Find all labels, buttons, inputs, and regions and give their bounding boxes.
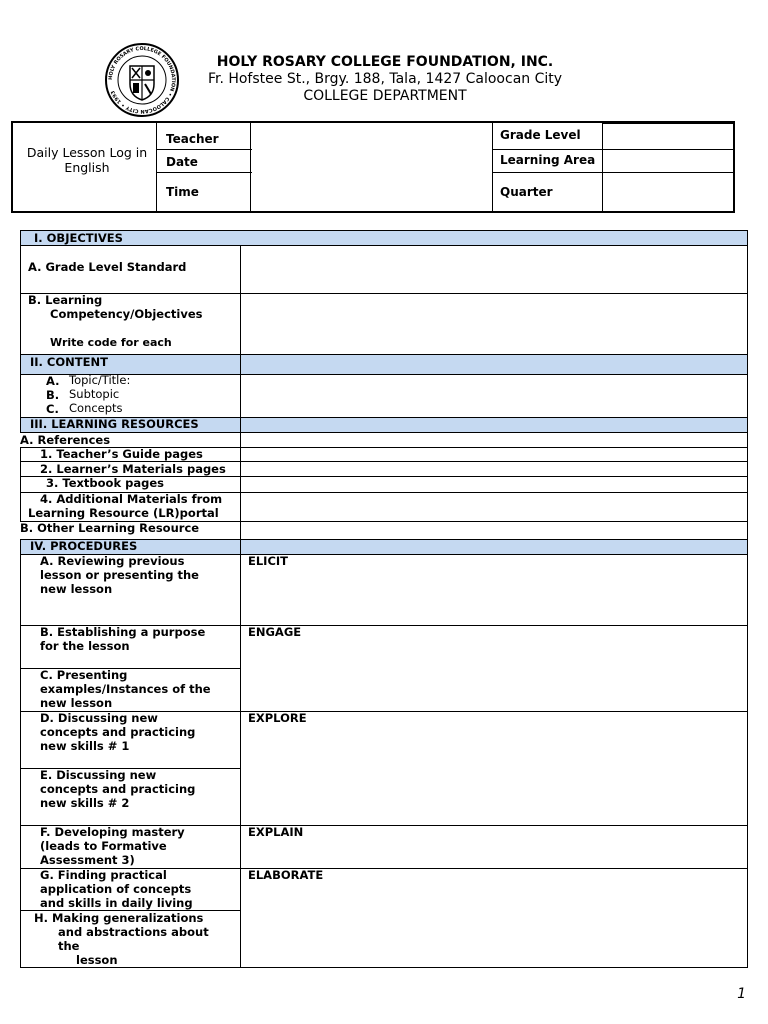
procedure-e-line3: new skills # 2 [40,796,130,810]
tg-pages-field[interactable] [240,447,748,462]
engage-field[interactable] [240,625,748,712]
elaborate-label: ELABORATE [248,868,324,882]
topic-label: Topic/Title: [69,373,131,387]
procedure-h-line4: lesson [76,953,118,967]
engage-label: ENGAGE [248,625,302,639]
competency-field[interactable] [240,293,748,355]
page-number: 1 [737,986,746,1002]
subtopic-label: Subtopic [69,387,120,401]
teacher-label: Teacher [166,132,219,146]
concepts-label: Concepts [69,401,123,415]
date-field[interactable] [252,150,492,172]
explore-label: EXPLORE [248,711,307,725]
explain-field[interactable] [240,825,748,869]
teacher-field[interactable] [252,123,492,149]
teachers-guide-label: 1. Teacher’s Guide pages [40,447,203,461]
explore-field[interactable] [240,711,748,826]
topic-letter: A. [46,374,60,388]
procedure-f-line3: Assessment 3) [40,853,135,867]
procedure-e-line1: E. Discussing new [40,768,157,782]
grade-level-label: Grade Level [500,128,581,142]
procedure-b-line2: for the lesson [40,639,130,653]
learning-area-label: Learning Area [500,153,596,167]
procedure-d-line1: D. Discussing new [40,711,158,725]
grade-level-standard-label: A. Grade Level Standard [28,260,187,274]
daily-lesson-log-title: Daily Lesson Log in English [26,145,148,175]
procedure-g-line1: G. Finding practical [40,868,167,882]
procedure-f-line1: F. Developing mastery [40,825,185,839]
elicit-label: ELICIT [248,554,289,568]
learning-area-field[interactable] [603,150,733,172]
procedure-g-line2: application of concepts [40,882,192,896]
objectives-section-header [20,230,748,246]
procedure-h-line2: and abstractions about [58,925,209,939]
time-label: Time [166,185,199,199]
procedure-f-line2: (leads to Formative [40,839,167,853]
subtopic-letter: B. [46,388,60,402]
resources-heading: III. LEARNING RESOURCES [30,417,199,431]
content-field[interactable] [240,374,748,418]
procedure-d-line3: new skills # 1 [40,739,130,753]
time-field[interactable] [252,173,492,211]
additional-materials-label-line2: Learning Resource (LR)portal [28,506,219,520]
institution-address: Fr. Hofstee St., Brgy. 188, Tala, 1427 Caloocan City [207,71,563,87]
competency-label-line2: Competency/Objectives [50,307,203,321]
additional-materials-label-line1: 4. Additional Materials from [40,492,223,506]
procedure-d-line2: concepts and practicing [40,725,196,739]
college-seal-logo [104,42,180,118]
objectives-heading: I. OBJECTIVES [34,231,123,245]
institution-name: HOLY ROSARY COLLEGE FOUNDATION, INC. [216,54,554,70]
resources-section-header-fill [240,417,748,433]
textbook-pages-field[interactable] [240,476,748,493]
procedures-section-header-fill [240,539,748,555]
svg-text:HOLY ROSARY COLLEGE FOUNDATION: HOLY ROSARY COLLEGE FOUNDATION • CALOOCAN CITY • 1993 [107,45,177,115]
learners-materials-label: 2. Learner’s Materials pages [40,462,226,476]
procedure-e-line2: concepts and practicing [40,782,196,796]
grade-level-field[interactable] [603,123,733,149]
procedure-a-line3: new lesson [40,582,113,596]
content-heading: II. CONTENT [30,355,108,369]
write-code-note: Write code for each [50,336,172,349]
references-label: A. References [20,433,111,447]
procedure-h-line3: the [58,939,80,953]
elaborate-field[interactable] [240,868,748,968]
textbook-label: 3. Textbook pages [46,476,164,490]
procedure-c-line2: examples/Instances of the [40,682,211,696]
procedure-a-line1: A. Reviewing previous [40,554,185,568]
elicit-field[interactable] [240,554,748,626]
competency-label-line1: B. Learning [28,293,103,307]
lesson-info-table [11,121,735,213]
procedures-heading: IV. PROCEDURES [30,539,138,553]
concepts-letter: C. [46,402,59,416]
procedure-c-line3: new lesson [40,696,113,710]
references-field[interactable] [240,432,748,448]
procedure-a-line2: lesson or presenting the [40,568,199,582]
procedure-h-line1: H. Making generalizations [34,911,204,925]
lm-pages-field[interactable] [240,461,748,477]
other-resource-field[interactable] [240,521,748,540]
other-resource-label: B. Other Learning Resource [20,521,200,535]
department-name: COLLEGE DEPARTMENT [303,88,467,104]
quarter-label: Quarter [500,185,553,199]
procedure-b-line1: B. Establishing a purpose [40,625,206,639]
date-label: Date [166,155,198,169]
explain-label: EXPLAIN [248,825,304,839]
content-section-header-fill [240,354,748,375]
quarter-field[interactable] [603,173,733,211]
procedure-c-line1: C. Presenting [40,668,128,682]
procedure-g-line3: and skills in daily living [40,896,193,910]
grade-level-standard-field[interactable] [240,245,748,294]
additional-materials-field[interactable] [240,492,748,522]
